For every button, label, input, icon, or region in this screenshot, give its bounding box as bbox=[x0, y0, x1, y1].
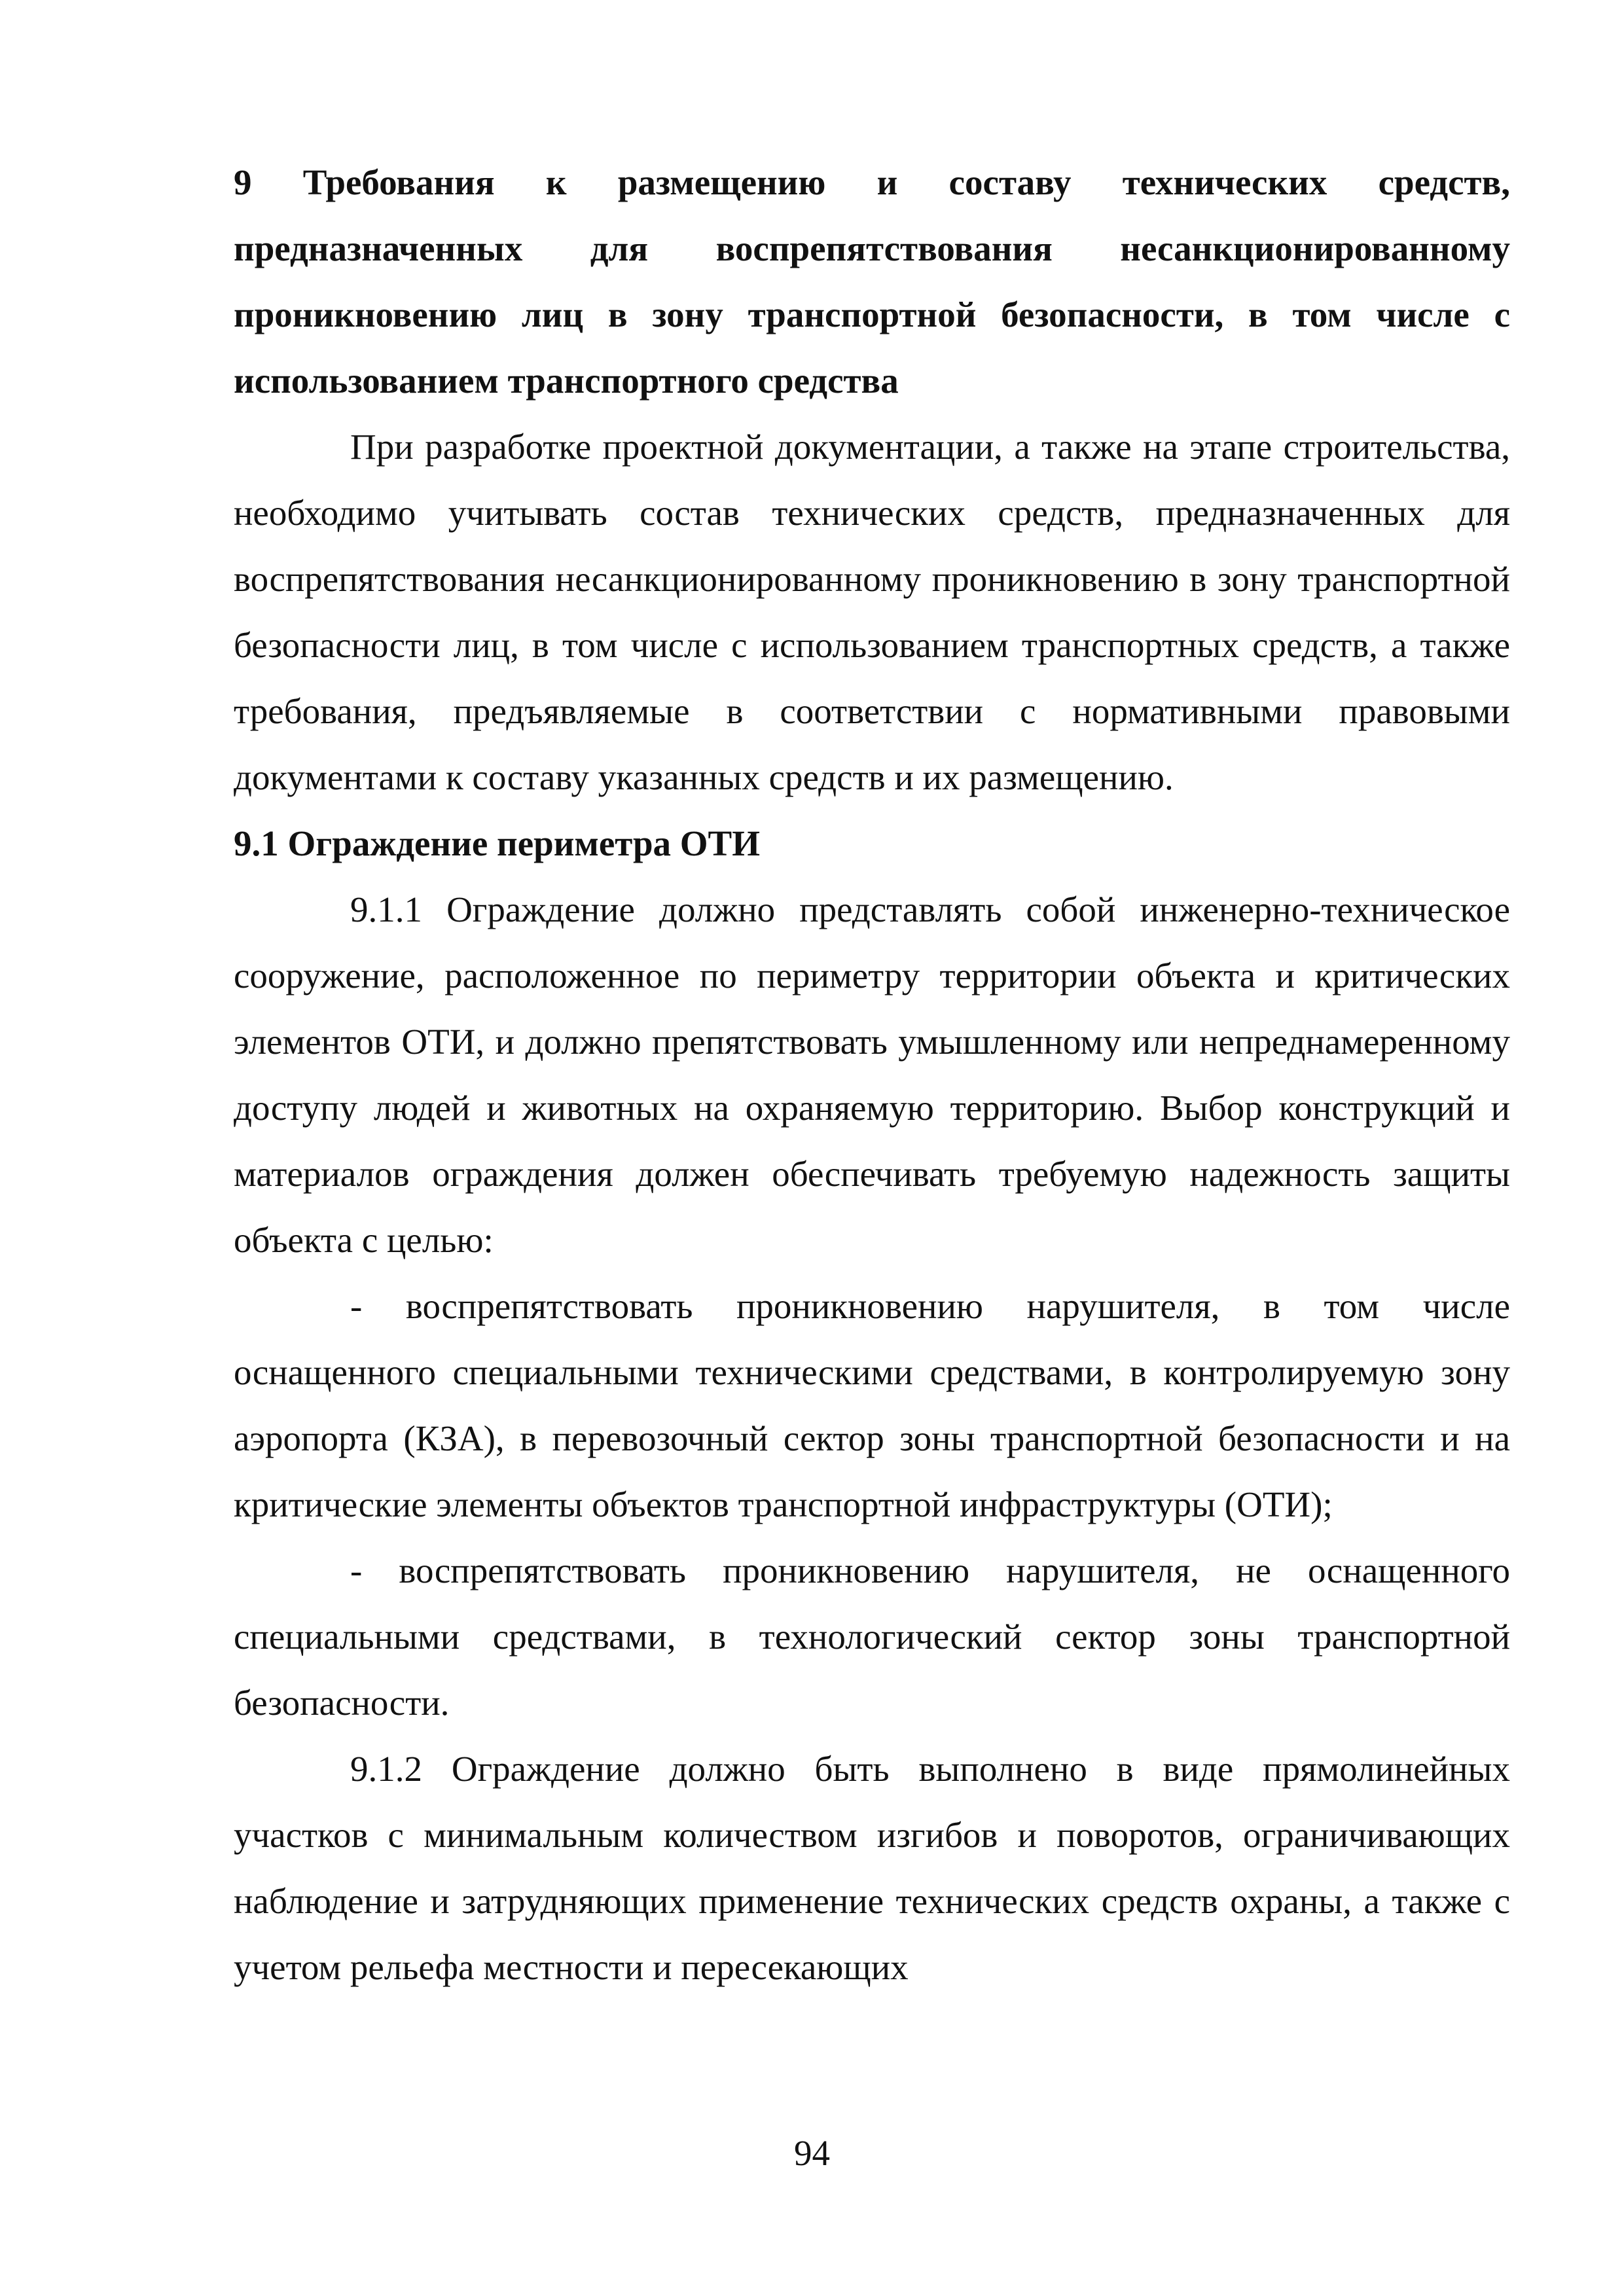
document-page bbox=[234, 149, 1510, 2000]
page-number: 94 bbox=[794, 2133, 830, 2173]
section-title: 9 Требования к размещению и составу технических средств, предназначенных для воспрепятствования несанкционированному проникновению лиц в зону транспортной безопасности, в том числе с использованием транспортного средства bbox=[234, 162, 1510, 401]
paragraph-9-1-2: 9.1.2 Ограждение должно быть выполнено в виде прямолинейных участков с минимальным количеством изгибов и поворотов, ограничивающих наблюдение и затрудняющих применение технических средств охраны, а также с учетом рельефа местности и пересекающих bbox=[234, 1749, 1510, 1987]
subsection-title: 9.1 Ограждение периметра ОТИ bbox=[234, 823, 761, 863]
list-item-restrict-unequipped-intruder: - воспрепятствовать проникновению нарушителя, не оснащенного специальными средствами, в технологический сектор зоны транспортной безопасности. bbox=[234, 1551, 1510, 1723]
intro-paragraph: При разработке проектной документации, а также на этапе строительства, необходимо учитывать состав технических средств, предназначенных для воспрепятствования несанкционированному проникновению в зону транспортной безопасности лиц, в том числе с использованием транспортных средств, а также требования, предъявляемые в соответствии с нормативными правовыми документами к составу указанных средств и их размещению. bbox=[234, 427, 1510, 797]
list-item-restrict-equipped-intruder: - воспрепятствовать проникновению нарушителя, в том числе оснащенного специальными техническими средствами, в контролируемую зону аэропорта (КЗА), в перевозочный сектор зоны транспортной безопасности и на критические элементы объектов транспортной инфраструктуры (ОТИ); bbox=[234, 1286, 1510, 1524]
paragraph-9-1-1: 9.1.1 Ограждение должно представлять собой инженерно-техническое сооружение, расположенное по периметру территории объекта и критических элементов ОТИ, и должно препятствовать умышленному или непреднамеренному доступу людей и животных на охраняемую территорию. Выбор конструкций и материалов ограждения должен обеспечивать требуемую надежность защиты объекта с целью: bbox=[234, 889, 1510, 1260]
